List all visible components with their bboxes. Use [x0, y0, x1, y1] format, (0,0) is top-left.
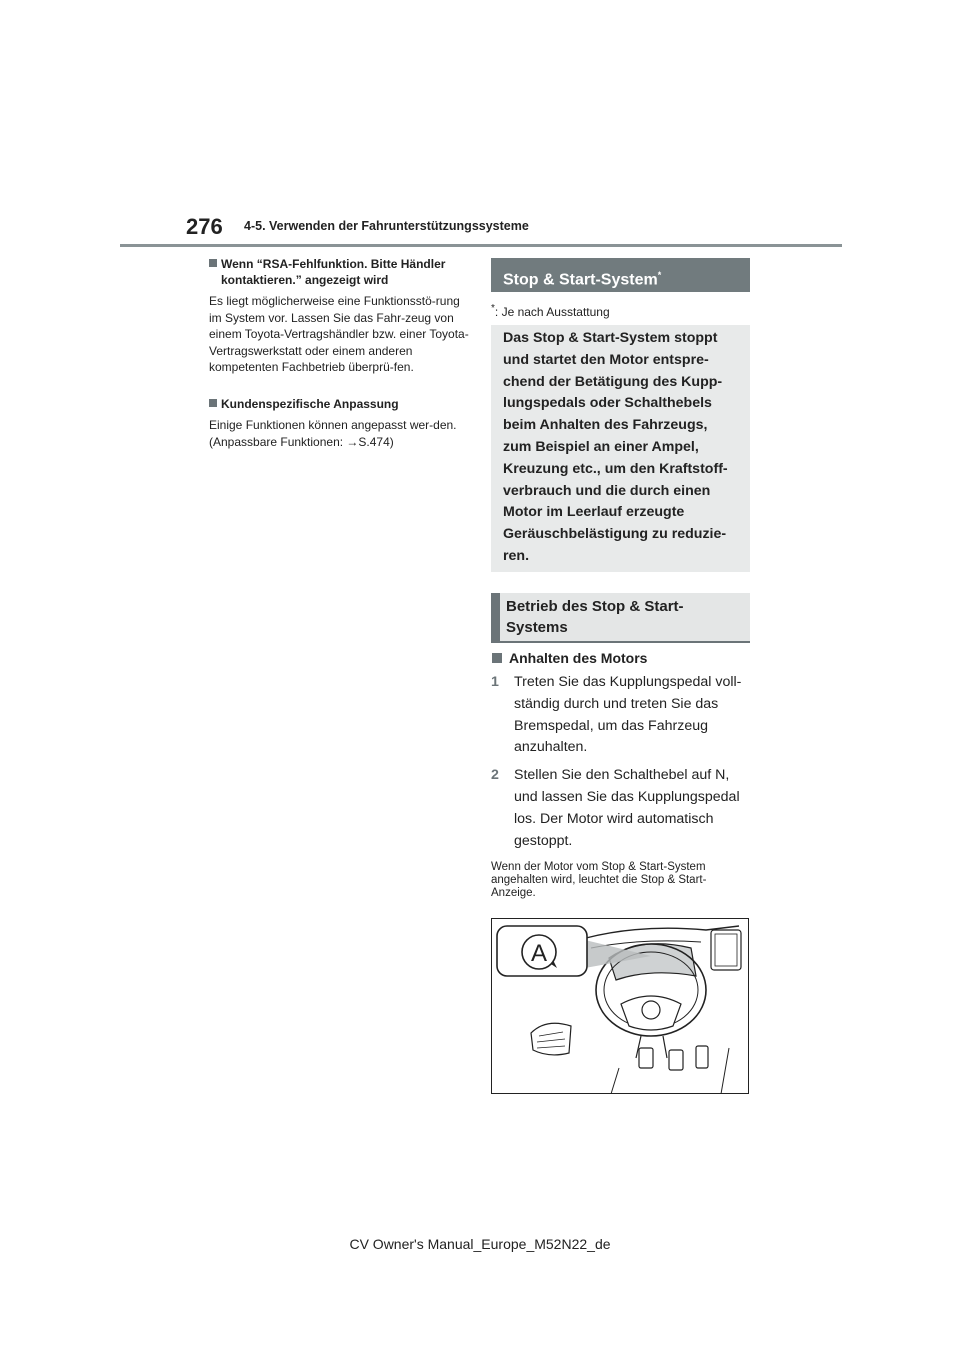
square-bullet-icon [492, 653, 502, 663]
section-asterisk: * [657, 270, 662, 280]
item-heading-text: Kundenspezifische Anpassung [221, 397, 399, 411]
section-title-bar [491, 258, 750, 292]
item-heading-text: Wenn “RSA-Fehlfunktion. Bitte Händler kontaktieren.” angezeigt wird [221, 257, 446, 287]
footnote-text: : Je nach Ausstattung [494, 305, 610, 319]
item-customization [209, 396, 471, 450]
callout-label: A [530, 940, 548, 967]
step-text: Treten Sie das Kupplungspedal voll-ständig durch und treten Sie das Bremspedal, um das Fahrzeug anzuhalten. [514, 674, 742, 756]
footnote-asterisk: * [491, 303, 495, 314]
operation-block [491, 650, 750, 900]
footnote [491, 303, 750, 319]
page-number: 276 [186, 214, 223, 239]
step-item [491, 765, 750, 852]
item-rsa-malfunction [209, 256, 471, 376]
step-item [491, 672, 750, 759]
item-body: Einige Funktionen können angepasst wer-den. (Anpassbare Funktionen: →S.474) [209, 418, 457, 449]
step-number: 1 [491, 674, 499, 690]
subsection-title: Betrieb des Stop & Start-Systems [491, 593, 750, 643]
operation-heading [491, 650, 750, 666]
footer-text: CV Owner's Manual_Europe_M52N22_de [349, 1236, 611, 1252]
step-text: Stellen Sie den Schalthebel auf N, und lassen Sie das Kupplungspedal los. Der Motor wird automatisch gestoppt. [514, 767, 740, 849]
operation-note: Wenn der Motor vom Stop & Start-System angehalten wird, leuchtet die Stop & Start-Anzeige. [491, 861, 707, 900]
item-heading [209, 396, 471, 412]
section-title: Stop & Start-System [503, 271, 658, 289]
item-heading [209, 256, 471, 288]
intro-box: Das Stop & Start-System stoppt und startet den Motor entspre-chend der Betätigung des Kupp-lungspedals oder Schalthebels beim Anhalten des Fahrzeugs, zum Beispiel an einer Ampel, Kreuzung etc., um den Kraftstoff-verbrauch und die durch einen Motor im Leerlauf erzeugte Geräuschbelästigung zu reduzie-ren. [491, 325, 750, 572]
square-bullet-icon [209, 259, 217, 267]
item-body: Es liegt möglicherweise eine Funktionsstö-rung im System vor. Lassen Sie das Fahr-zeug von einem Toyota-Vertragshändler bzw. einer Toyota-Vertragswerkstatt oder einem anderen kompetenten Fachbetrieb überprü-fen. [209, 294, 469, 374]
operation-heading-text: Anhalten des Motors [509, 650, 648, 666]
step-number: 2 [491, 767, 499, 784]
dashboard-illustration [491, 918, 749, 1094]
chapter-title: 4-5. Verwenden der Fahrunterstützungssysteme [244, 219, 529, 233]
header-rule [120, 244, 842, 247]
dashboard-illustration-svg [491, 918, 749, 1094]
square-bullet-icon [209, 399, 217, 407]
